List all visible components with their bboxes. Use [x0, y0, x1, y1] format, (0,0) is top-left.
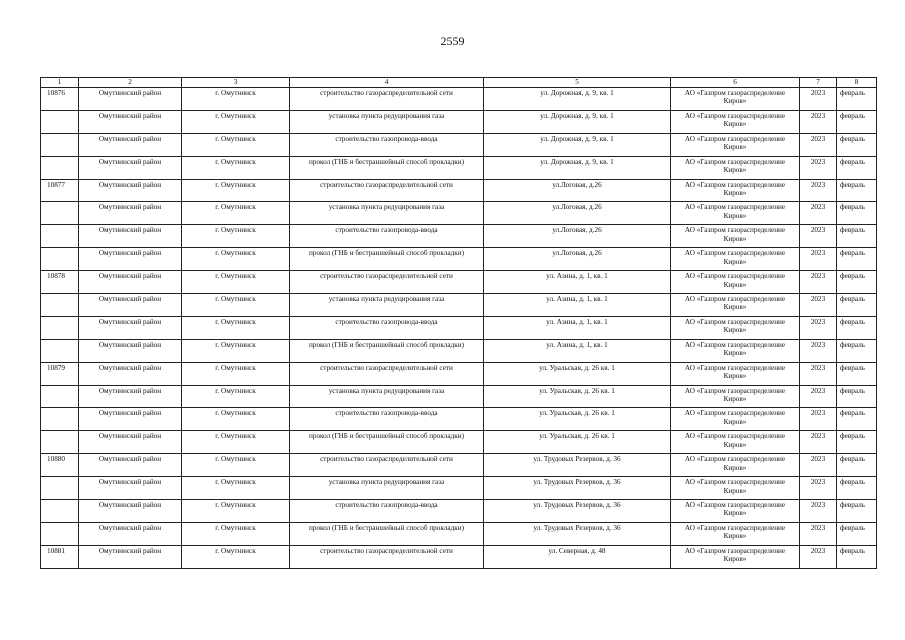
cell-work-type: установка пункта редуцирования газа: [290, 294, 484, 317]
table-row: [41, 408, 877, 431]
cell-year: 2023: [800, 88, 837, 111]
cell-settlement: г. Омутнинск: [182, 408, 290, 431]
cell-year: 2023: [800, 522, 837, 545]
cell-year: 2023: [800, 339, 837, 362]
cell-settlement: г. Омутнинск: [182, 248, 290, 271]
cell-object-number: 10881: [41, 545, 79, 568]
cell-object-number: [41, 156, 79, 179]
cell-settlement: г. Омутнинск: [182, 339, 290, 362]
cell-work-type: строительство газораспределительной сети: [290, 362, 484, 385]
cell-year: 2023: [800, 202, 837, 225]
cell-organization: АО «Газпром газораспределение Киров»: [671, 477, 800, 500]
cell-organization: АО «Газпром газораспределение Киров»: [671, 431, 800, 454]
cell-month: февраль: [837, 202, 877, 225]
cell-year: 2023: [800, 431, 837, 454]
header-col-district: 2: [79, 78, 182, 88]
table-row: [41, 431, 877, 454]
cell-district: Омутнинский район: [79, 179, 182, 202]
cell-year: 2023: [800, 454, 837, 477]
cell-work-type: установка пункта редуцирования газа: [290, 385, 484, 408]
cell-address: ул. Северная, д. 48: [484, 545, 671, 568]
cell-district: Омутнинский район: [79, 385, 182, 408]
cell-address: ул. Дорожная, д. 9, кв. 1: [484, 156, 671, 179]
cell-settlement: г. Омутнинск: [182, 156, 290, 179]
cell-district: Омутнинский район: [79, 225, 182, 248]
cell-address: ул.Логовая, д.26: [484, 248, 671, 271]
cell-year: 2023: [800, 110, 837, 133]
cell-organization: АО «Газпром газораспределение Киров»: [671, 500, 800, 523]
table-row: [41, 362, 877, 385]
cell-address: ул. Дорожная, д. 9, кв. 1: [484, 88, 671, 111]
cell-work-type: прокол (ГНБ и бестраншейный способ прокладки): [290, 248, 484, 271]
cell-year: 2023: [800, 362, 837, 385]
cell-address: ул. Трудовых Резервов, д. 36: [484, 500, 671, 523]
cell-object-number: [41, 294, 79, 317]
cell-organization: АО «Газпром газораспределение Киров»: [671, 408, 800, 431]
cell-year: 2023: [800, 225, 837, 248]
cell-district: Омутнинский район: [79, 454, 182, 477]
cell-organization: АО «Газпром газораспределение Киров»: [671, 133, 800, 156]
cell-work-type: строительство газопровода-ввода: [290, 316, 484, 339]
cell-month: февраль: [837, 110, 877, 133]
cell-year: 2023: [800, 385, 837, 408]
cell-month: февраль: [837, 294, 877, 317]
cell-settlement: г. Омутнинск: [182, 522, 290, 545]
table-row: [41, 248, 877, 271]
cell-object-number: [41, 385, 79, 408]
header-col-organization: 6: [671, 78, 800, 88]
registry-table: [40, 77, 877, 569]
cell-district: Омутнинский район: [79, 202, 182, 225]
cell-year: 2023: [800, 294, 837, 317]
cell-month: февраль: [837, 316, 877, 339]
cell-year: 2023: [800, 408, 837, 431]
cell-organization: АО «Газпром газораспределение Киров»: [671, 179, 800, 202]
table-row: [41, 454, 877, 477]
cell-month: февраль: [837, 133, 877, 156]
cell-month: февраль: [837, 545, 877, 568]
cell-address: ул.Логовая, д.26: [484, 179, 671, 202]
cell-work-type: прокол (ГНБ и бестраншейный способ прокладки): [290, 522, 484, 545]
cell-settlement: г. Омутнинск: [182, 545, 290, 568]
cell-month: февраль: [837, 454, 877, 477]
cell-district: Омутнинский район: [79, 545, 182, 568]
header-col-address: 5: [484, 78, 671, 88]
cell-organization: АО «Газпром газораспределение Киров»: [671, 225, 800, 248]
cell-district: Омутнинский район: [79, 431, 182, 454]
cell-month: февраль: [837, 179, 877, 202]
cell-object-number: [41, 110, 79, 133]
cell-district: Омутнинский район: [79, 248, 182, 271]
cell-object-number: [41, 248, 79, 271]
header-col-month: 8: [837, 78, 877, 88]
cell-settlement: г. Омутнинск: [182, 110, 290, 133]
cell-address: ул. Трудовых Резервов, д. 36: [484, 454, 671, 477]
table-row: [41, 179, 877, 202]
table-row: [41, 133, 877, 156]
table-row: [41, 202, 877, 225]
cell-object-number: 10876: [41, 88, 79, 111]
cell-object-number: [41, 202, 79, 225]
cell-object-number: [41, 431, 79, 454]
cell-organization: АО «Газпром газораспределение Киров»: [671, 362, 800, 385]
cell-address: ул. Дорожная, д. 9, кв. 1: [484, 133, 671, 156]
cell-organization: АО «Газпром газораспределение Киров»: [671, 88, 800, 111]
cell-work-type: строительство газораспределительной сети: [290, 179, 484, 202]
cell-work-type: установка пункта редуцирования газа: [290, 110, 484, 133]
cell-work-type: прокол (ГНБ и бестраншейный способ прокладки): [290, 156, 484, 179]
cell-settlement: г. Омутнинск: [182, 179, 290, 202]
cell-month: февраль: [837, 477, 877, 500]
cell-district: Омутнинский район: [79, 110, 182, 133]
page-number: 2559: [440, 34, 465, 48]
cell-month: февраль: [837, 248, 877, 271]
cell-settlement: г. Омутнинск: [182, 88, 290, 111]
cell-month: февраль: [837, 362, 877, 385]
cell-organization: АО «Газпром газораспределение Киров»: [671, 454, 800, 477]
cell-district: Омутнинский район: [79, 500, 182, 523]
cell-year: 2023: [800, 179, 837, 202]
cell-work-type: установка пункта редуцирования газа: [290, 202, 484, 225]
cell-month: февраль: [837, 500, 877, 523]
cell-object-number: 10880: [41, 454, 79, 477]
cell-year: 2023: [800, 248, 837, 271]
table-body: [41, 88, 877, 569]
cell-organization: АО «Газпром газораспределение Киров»: [671, 156, 800, 179]
cell-district: Омутнинский район: [79, 133, 182, 156]
header-col-work-type: 4: [290, 78, 484, 88]
table-row: [41, 545, 877, 568]
cell-object-number: [41, 133, 79, 156]
cell-address: ул.Логовая, д.26: [484, 202, 671, 225]
cell-month: февраль: [837, 271, 877, 294]
cell-settlement: г. Омутнинск: [182, 202, 290, 225]
cell-district: Омутнинский район: [79, 88, 182, 111]
cell-settlement: г. Омутнинск: [182, 316, 290, 339]
cell-address: ул. Азина, д. 1, кв. 1: [484, 294, 671, 317]
cell-work-type: установка пункта редуцирования газа: [290, 477, 484, 500]
cell-settlement: г. Омутнинск: [182, 385, 290, 408]
cell-month: февраль: [837, 156, 877, 179]
cell-organization: АО «Газпром газораспределение Киров»: [671, 385, 800, 408]
table-row: [41, 500, 877, 523]
cell-settlement: г. Омутнинск: [182, 225, 290, 248]
cell-object-number: [41, 500, 79, 523]
cell-organization: АО «Газпром газораспределение Киров»: [671, 316, 800, 339]
cell-settlement: г. Омутнинск: [182, 362, 290, 385]
table-row: [41, 477, 877, 500]
table-row: [41, 385, 877, 408]
cell-settlement: г. Омутнинск: [182, 431, 290, 454]
cell-organization: АО «Газпром газораспределение Киров»: [671, 339, 800, 362]
cell-year: 2023: [800, 477, 837, 500]
cell-month: февраль: [837, 385, 877, 408]
header-col-year: 7: [800, 78, 837, 88]
cell-object-number: [41, 225, 79, 248]
cell-address: ул. Азина, д. 1, кв. 1: [484, 339, 671, 362]
cell-month: февраль: [837, 408, 877, 431]
cell-month: февраль: [837, 522, 877, 545]
cell-district: Омутнинский район: [79, 294, 182, 317]
header-col-number: 1: [41, 78, 79, 88]
table-header: [41, 78, 877, 88]
cell-object-number: [41, 408, 79, 431]
cell-work-type: строительство газопровода-ввода: [290, 408, 484, 431]
table-row: [41, 339, 877, 362]
cell-organization: АО «Газпром газораспределение Киров»: [671, 294, 800, 317]
cell-address: ул. Трудовых Резервов, д. 36: [484, 522, 671, 545]
cell-organization: АО «Газпром газораспределение Киров»: [671, 545, 800, 568]
cell-month: февраль: [837, 225, 877, 248]
cell-address: ул. Уральская, д. 26 кв. 1: [484, 385, 671, 408]
cell-district: Омутнинский район: [79, 362, 182, 385]
cell-district: Омутнинский район: [79, 522, 182, 545]
cell-organization: АО «Газпром газораспределение Киров»: [671, 202, 800, 225]
cell-object-number: 10877: [41, 179, 79, 202]
cell-address: ул. Азина, д. 1, кв. 1: [484, 271, 671, 294]
cell-address: ул. Дорожная, д. 9, кв. 1: [484, 110, 671, 133]
cell-district: Омутнинский район: [79, 316, 182, 339]
header-row: [41, 78, 877, 88]
cell-district: Омутнинский район: [79, 339, 182, 362]
cell-settlement: г. Омутнинск: [182, 500, 290, 523]
cell-settlement: г. Омутнинск: [182, 294, 290, 317]
cell-work-type: строительство газопровода-ввода: [290, 133, 484, 156]
cell-address: ул. Трудовых Резервов, д. 36: [484, 477, 671, 500]
cell-work-type: прокол (ГНБ и бестраншейный способ прокладки): [290, 431, 484, 454]
cell-address: ул.Логовая, д.26: [484, 225, 671, 248]
header-col-settlement: 3: [182, 78, 290, 88]
cell-settlement: г. Омутнинск: [182, 133, 290, 156]
cell-year: 2023: [800, 316, 837, 339]
cell-month: февраль: [837, 88, 877, 111]
cell-work-type: прокол (ГНБ и бестраншейный способ прокладки): [290, 339, 484, 362]
cell-object-number: 10879: [41, 362, 79, 385]
cell-settlement: г. Омутнинск: [182, 271, 290, 294]
cell-address: ул. Азина, д. 1, кв. 1: [484, 316, 671, 339]
table-row: [41, 110, 877, 133]
cell-settlement: г. Омутнинск: [182, 477, 290, 500]
cell-object-number: [41, 477, 79, 500]
cell-organization: АО «Газпром газораспределение Киров»: [671, 271, 800, 294]
cell-address: ул. Уральская, д. 26 кв. 1: [484, 362, 671, 385]
table-row: [41, 316, 877, 339]
cell-work-type: строительство газораспределительной сети: [290, 454, 484, 477]
cell-work-type: строительство газораспределительной сети: [290, 271, 484, 294]
table-row: [41, 522, 877, 545]
table-row: [41, 271, 877, 294]
cell-district: Омутнинский район: [79, 477, 182, 500]
cell-work-type: строительство газораспределительной сети: [290, 545, 484, 568]
cell-address: ул. Уральская, д. 26 кв. 1: [484, 431, 671, 454]
cell-work-type: строительство газопровода-ввода: [290, 225, 484, 248]
cell-object-number: [41, 316, 79, 339]
cell-year: 2023: [800, 545, 837, 568]
cell-settlement: г. Омутнинск: [182, 454, 290, 477]
table-row: [41, 88, 877, 111]
cell-year: 2023: [800, 156, 837, 179]
cell-organization: АО «Газпром газораспределение Киров»: [671, 110, 800, 133]
table-row: [41, 225, 877, 248]
cell-district: Омутнинский район: [79, 271, 182, 294]
table-row: [41, 294, 877, 317]
cell-organization: АО «Газпром газораспределение Киров»: [671, 248, 800, 271]
cell-district: Омутнинский район: [79, 156, 182, 179]
cell-object-number: [41, 522, 79, 545]
cell-work-type: строительство газораспределительной сети: [290, 88, 484, 111]
cell-object-number: 10878: [41, 271, 79, 294]
cell-month: февраль: [837, 339, 877, 362]
cell-year: 2023: [800, 500, 837, 523]
cell-district: Омутнинский район: [79, 408, 182, 431]
cell-month: февраль: [837, 431, 877, 454]
cell-work-type: строительство газопровода-ввода: [290, 500, 484, 523]
cell-object-number: [41, 339, 79, 362]
cell-year: 2023: [800, 133, 837, 156]
cell-organization: АО «Газпром газораспределение Киров»: [671, 522, 800, 545]
cell-year: 2023: [800, 271, 837, 294]
cell-address: ул. Уральская, д. 26 кв. 1: [484, 408, 671, 431]
table-row: [41, 156, 877, 179]
